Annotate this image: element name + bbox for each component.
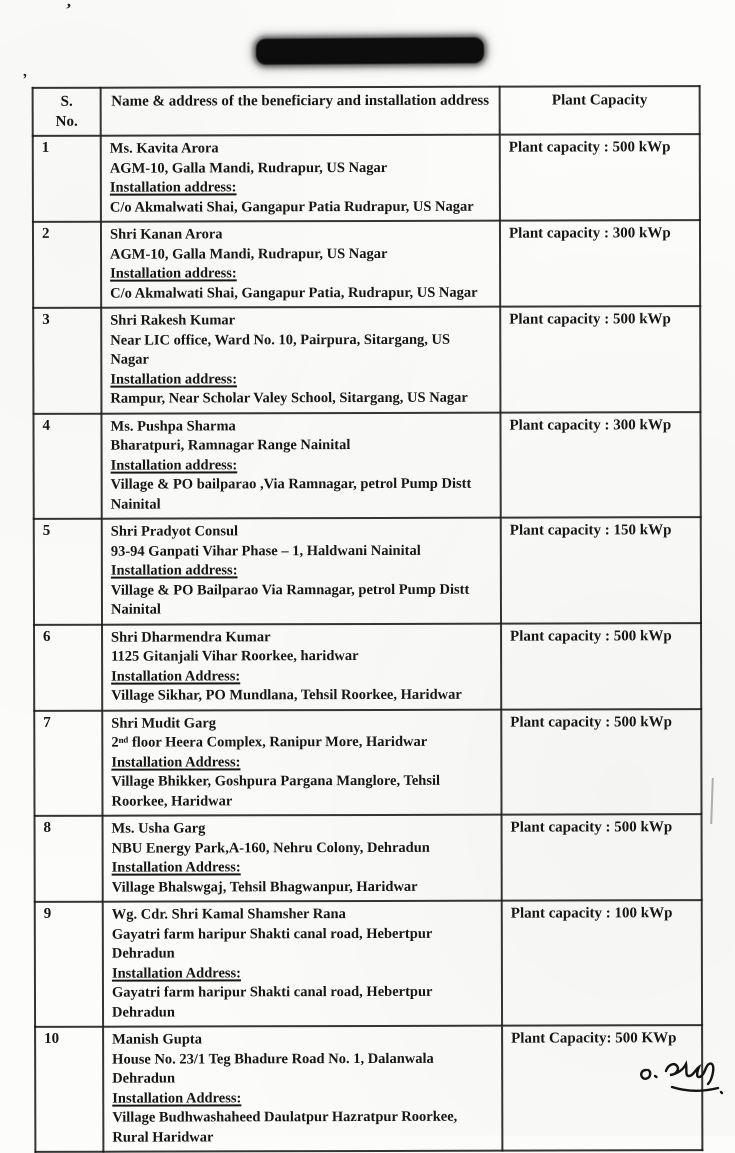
serial-number: 10 xyxy=(35,1027,103,1152)
serial-number: 3 xyxy=(33,308,101,414)
beneficiary-cell xyxy=(102,709,501,816)
installation-address-label: Installation address: xyxy=(110,370,238,388)
installation-address-label: Installation Address: xyxy=(111,964,242,982)
beneficiary-line: Wg. Cdr. Shri Kamal Shamsher Rana xyxy=(111,906,346,923)
table-row xyxy=(33,412,700,519)
beneficiary-line: Gayatri farm haripur Shakti canal road, Hebertpur Dehradun xyxy=(111,925,433,962)
beneficiary-line: Shri Kanan Arora xyxy=(109,226,223,243)
plant-capacity: Plant capacity : 500 kWp xyxy=(500,134,700,221)
beneficiary-cell xyxy=(101,412,500,519)
plant-capacity: Plant capacity : 300 kWp xyxy=(500,220,700,307)
installation-address-line: Village Budhwashaheed Daulatpur Hazratpur Roorkee, Rural Haridwar xyxy=(112,1108,458,1146)
table-row xyxy=(34,623,701,711)
installation-address-label: Installation Address: xyxy=(111,667,241,685)
beneficiary-line: AGM-10, Galla Mandi, Rudrapur, US Nagar xyxy=(110,245,388,263)
beneficiary-cell xyxy=(103,901,502,1027)
installation-address-line: C/o Akmalwati Shai, Gangapur Patia, Rudrapur, US Nagar xyxy=(110,284,478,302)
installation-address-line: Village Bhalswgaj, Tehsil Bhagwanpur, Haridwar xyxy=(111,878,418,896)
beneficiary-cell xyxy=(102,518,501,625)
handwritten-signature xyxy=(636,1044,732,1100)
beneficiary-cell xyxy=(101,307,500,414)
serial-number: 7 xyxy=(34,710,102,816)
beneficiary-line: AGM-10, Galla Mandi, Rudrapur, US Nagar xyxy=(109,159,388,177)
beneficiary-line: Ms. Usha Garg xyxy=(111,820,206,837)
installation-address-line: Village Sikhar, PO Mundlana, Tehsil Roorkee, Haridwar xyxy=(111,686,462,704)
beneficiary-table xyxy=(32,85,704,1153)
plant-capacity: Plant capacity : 100 kWp xyxy=(502,900,702,1026)
table-header xyxy=(33,86,700,136)
serial-number: 4 xyxy=(33,413,101,519)
installation-address-line: Village & PO Bailparao Via Ramnagar, petrol Pump Distt Nainital xyxy=(110,581,470,618)
beneficiary-line: Ms. Kavita Arora xyxy=(109,140,219,157)
beneficiary-line: 1125 Gitanjali Vihar Roorkee, haridwar xyxy=(111,648,359,665)
beneficiary-line: Shri Dharmendra Kumar xyxy=(111,628,271,646)
serial-number: 6 xyxy=(34,624,102,710)
installation-address-line: C/o Akmalwati Shai, Gangapur Patia Rudrapur, US Nagar xyxy=(109,198,474,216)
installation-address-label: Installation address: xyxy=(110,456,238,474)
beneficiary-line: House No. 23/1 Teg Bhadure Road No. 1, Dalanwala Dehradun xyxy=(112,1050,434,1087)
table-row xyxy=(34,709,701,816)
plant-capacity: Plant capacity : 300 kWp xyxy=(500,412,700,518)
beneficiary-line: NBU Energy Park,A-160, Nehru Colony, Dehradun xyxy=(111,839,430,857)
installation-address-line: Village & PO bailparao ,Via Ramnagar, petrol Pump Distt Nainital xyxy=(110,475,472,513)
plant-capacity: Plant capacity : 500 kWp xyxy=(501,623,701,710)
table-row xyxy=(33,220,700,308)
table-row xyxy=(33,134,700,222)
table-row xyxy=(35,1025,702,1152)
table-row xyxy=(35,814,702,902)
serial-number: 2 xyxy=(33,222,101,308)
beneficiary-line: Bharatpuri, Ramnagar Range Nainital xyxy=(110,437,351,454)
serial-number: 5 xyxy=(34,519,102,625)
beneficiary-line: Shri Mudit Garg xyxy=(111,714,217,732)
installation-address-label: Installation Address: xyxy=(111,859,241,876)
table-row xyxy=(34,517,701,624)
plant-capacity: Plant capacity : 150 kWp xyxy=(501,517,701,623)
installation-address-label: Installation Address: xyxy=(111,753,241,771)
beneficiary-line: Shri Pradyot Consul xyxy=(110,523,239,540)
installation-address-line: Gayatri farm haripur Shakti canal road, Hebertpur Dehradun xyxy=(111,983,433,1021)
serial-number: 9 xyxy=(35,902,103,1027)
redacted-title-bar xyxy=(256,37,484,65)
table-row xyxy=(33,306,700,413)
beneficiary-cell xyxy=(101,221,500,308)
header-plant-capacity: Plant Capacity xyxy=(500,86,700,135)
header-serial-number: S. No. xyxy=(33,88,101,136)
serial-number: 1 xyxy=(33,136,101,222)
table-body xyxy=(33,134,703,1152)
beneficiary-line: 2ⁿᵈ floor Heera Complex, Ranipur More, Haridwar xyxy=(111,733,428,751)
table-row xyxy=(35,900,702,1027)
beneficiary-line: Ms. Pushpa Sharma xyxy=(110,417,236,435)
beneficiary-cell xyxy=(103,1026,502,1152)
serial-number: 8 xyxy=(35,816,103,902)
beneficiary-line: Manish Gupta xyxy=(112,1031,202,1048)
beneficiary-line: Near LIC office, Ward No. 10, Pairpura, Sitargang, US Nagar xyxy=(110,331,451,368)
stray-ink-mark-top: ’ xyxy=(63,0,73,20)
beneficiary-cell xyxy=(101,135,500,222)
plant-capacity: Plant capacity : 500 kWp xyxy=(502,814,702,901)
installation-address-label: Installation Address: xyxy=(112,1089,242,1107)
stray-ink-mark-left: ‚ xyxy=(20,63,29,81)
beneficiary-line: 93-94 Ganpati Vihar Phase – 1, Haldwani Nainital xyxy=(110,542,421,560)
beneficiary-cell xyxy=(103,815,502,902)
beneficiary-line: Shri Rakesh Kumar xyxy=(110,312,236,329)
page-fold-artifact xyxy=(710,778,714,824)
header-beneficiary: Name & address of the beneficiary and installation address xyxy=(101,87,500,136)
installation-address-label: Installation address: xyxy=(109,179,237,196)
installation-address-label: Installation address: xyxy=(110,265,237,282)
installation-address-line: Village Bhikker, Goshpura Pargana Manglore, Tehsil Roorkee, Haridwar xyxy=(111,772,441,810)
plant-capacity: Plant capacity : 500 kWp xyxy=(501,709,701,815)
beneficiary-cell xyxy=(102,623,501,710)
installation-address-label: Installation address: xyxy=(110,562,238,579)
installation-address-line: Rampur, Near Scholar Valey School, Sitargang, US Nagar xyxy=(110,389,468,407)
plant-capacity: Plant Capacity: 500 KWp xyxy=(502,1025,702,1151)
plant-capacity: Plant capacity : 500 kWp xyxy=(500,306,700,412)
